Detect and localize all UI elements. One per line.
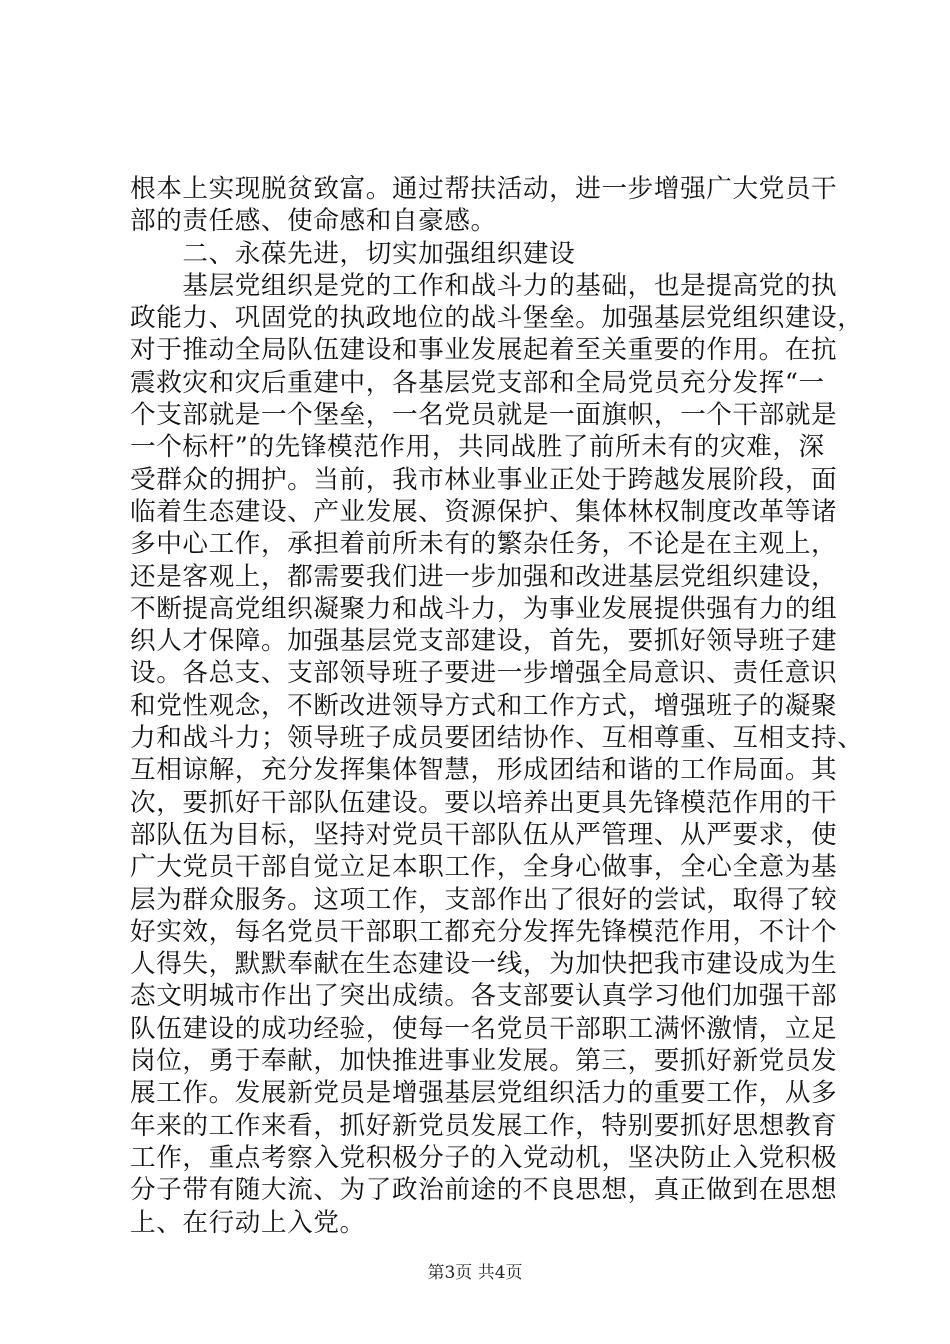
text-line: 层为群众服务。这项工作，支部作出了很好的尝试，取得了较 [130, 884, 838, 915]
text-line: 展工作。发展新党员是增强基层党组织活力的重要工作，从多 [130, 1078, 838, 1109]
text-line: 一个标杆”的先锋模范作用，共同战胜了前所未有的灾难，深 [130, 432, 825, 463]
text-line: 设。各总支、支部领导班子要进一步增强全局意识、责任意识 [130, 658, 838, 689]
text-line: 织人才保障。加强基层党支部建设，首先，要抓好领导班子建 [130, 626, 838, 657]
text-line: 临着生态建设、产业发展、资源保护、集体林权制度改革等诸 [130, 496, 838, 527]
text-line: 和党性观念，不断改进领导方式和工作方式，增强班子的凝聚 [130, 690, 838, 721]
text-line: 对于推动全局队伍建设和事业发展起着至关重要的作用。在抗 [130, 335, 838, 366]
text-line: 队伍建设的成功经验，使每一名党员干部职工满怀激情，立足 [130, 1013, 838, 1044]
text-line: 不断提高党组织凝聚力和战斗力，为事业发展提供强有力的组 [130, 593, 838, 624]
text-line: 年来的工作来看，抓好新党员发展工作，特别要抓好思想教育 [130, 1110, 838, 1141]
text-line: 个支部就是一个堡垒，一名党员就是一面旗帜，一个干部就是 [130, 400, 838, 431]
text-line: 分子带有随大流、为了政治前途的不良思想，真正做到在思想 [130, 1175, 838, 1206]
text-line: 工作，重点考察入党积极分子的入党动机，坚决防止入党积极 [130, 1142, 838, 1173]
page-number-footer: 第3页 共4页 [427, 1263, 523, 1283]
text-line: 部队伍为目标，坚持对党员干部队伍从严管理、从严要求，使 [130, 819, 838, 850]
text-line: 次，要抓好干部队伍建设。要以培养出更具先锋模范作用的干 [130, 787, 838, 818]
text-line: 互相谅解，充分发挥集体智慧，形成团结和谐的工作局面。其 [130, 755, 838, 786]
text-line: 广大党员干部自觉立足本职工作，全身心做事，全心全意为基 [130, 852, 838, 883]
text-line: 上、在行动上入党。 [130, 1207, 366, 1238]
section-heading: 二、永葆先进，切实加强组织建设 [130, 238, 576, 269]
text-line: 基层党组织是党的工作和战斗力的基础，也是提高党的执 [130, 270, 838, 301]
text-line: 震救灾和灾后重建中，各基层党支部和全局党员充分发挥“一 [130, 367, 825, 398]
text-line: 好实效，每名党员干部职工都充分发挥先锋模范作用，不计个 [130, 916, 838, 947]
text-line: 态文明城市作出了突出成绩。各支部要认真学习他们加强干部 [130, 981, 838, 1012]
text-line: 岗位，勇于奉献，加快推进事业发展。第三，要抓好新党员发 [130, 1046, 838, 1077]
text-line: 受群众的拥护。当前，我市林业事业正处于跨越发展阶段，面 [130, 464, 838, 495]
text-line: 还是客观上，都需要我们进一步加强和改进基层党组织建设， [130, 561, 838, 592]
text-line: 力和战斗力；领导班子成员要团结协作、互相尊重、互相支持、 [130, 723, 864, 754]
text-line: 政能力、巩固党的执政地位的战斗堡垒。加强基层党组织建设， [130, 303, 864, 334]
text-line: 人得失，默默奉献在生态建设一线，为加快把我市建设成为生 [130, 949, 838, 980]
text-line: 部的责任感、使命感和自豪感。 [130, 206, 497, 237]
document-body [130, 173, 864, 1239]
text-line: 多中心工作，承担着前所未有的繁杂任务，不论是在主观上， [130, 529, 838, 560]
text-line: 根本上实现脱贫致富。通过帮扶活动，进一步增强广大党员干 [130, 174, 838, 204]
